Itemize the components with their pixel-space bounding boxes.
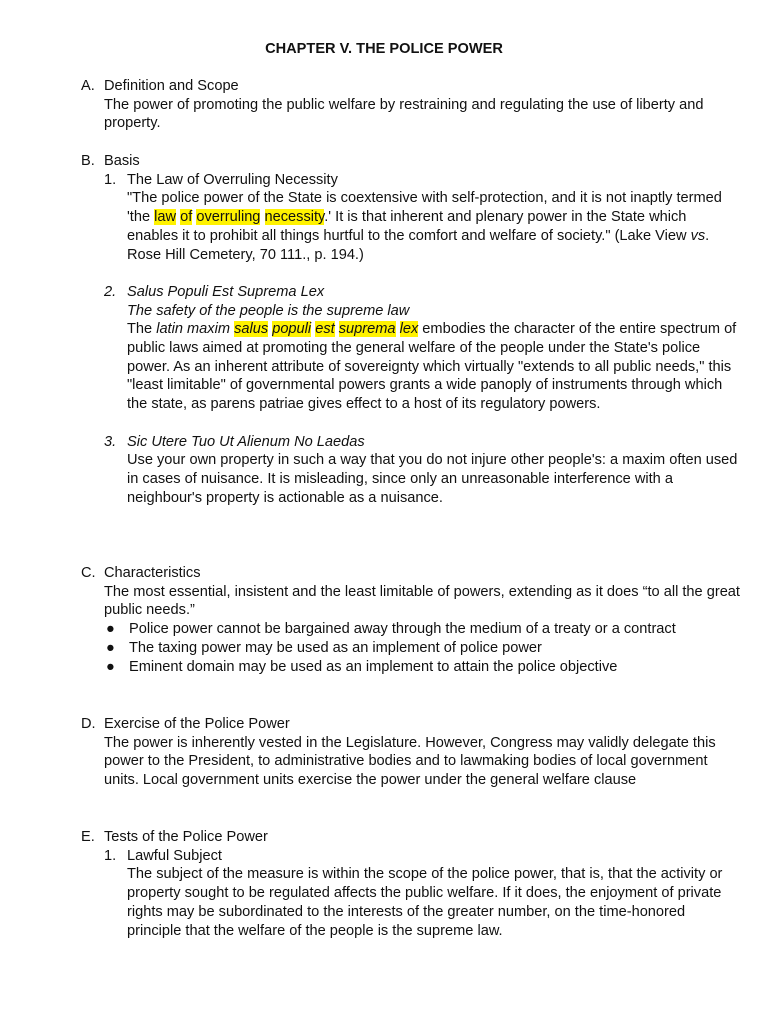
basis-item-1 (104, 171, 741, 265)
section-body: The most essential, insistent and the least limitable of powers, extending as it does “to all the great public needs.” (104, 583, 740, 619)
item-subheading: The safety of the people is the supreme law (127, 302, 410, 319)
item-body: Use your own property in such a way that you do not injure other people's: a maxim often used in cases of nuisance. It is misleading, since only an unreasonable interference with a neighbour's property is actionable as a nuisance. (127, 452, 738, 506)
list-item: ● Eminent domain may be used as an implement to attain the police objective (106, 658, 618, 675)
section-b (81, 152, 741, 507)
highlight: suprema (338, 321, 396, 338)
item-heading: Salus Populi Est Suprema Lex (127, 283, 325, 300)
list-item: ● The taxing power may be used as an implement of police power (106, 639, 542, 656)
item-body: "The police power of the State is coextensive with self-protection, and it is not inaptly termed 'the law of overruling necessity.' It is that inherent and plenary power in the State which enables it to prohibit all things hurtful to the comfort and welfare of society." (Lake View vs. Rose Hill Cemetery, 70 111., p. 194.) (127, 190, 722, 263)
item-heading: Lawful Subject (127, 847, 222, 864)
bullet-icon: ● (106, 639, 115, 656)
section-heading: Basis (104, 153, 140, 169)
section-body: The power is inherently vested in the Legislature. However, Congress may validly delegate this power to the President, to administrative bodies and to lawmaking bodies of local government units. Local government units exercise the power under the general welfare clause (104, 734, 716, 789)
bullet-icon: ● (106, 621, 115, 638)
section-letter: C. (81, 565, 96, 581)
item-body: The subject of the measure is within the scope of the police power, that is, that the activity or property sought to be regulated affects the public welfare. If it does, the enjoyment of private rights may be subordinated to the interests of the greater number, on the time-honored principle that the welfare of the people is the supreme law. (127, 866, 723, 939)
section-e (81, 828, 741, 940)
section-letter: E. (81, 829, 95, 845)
section-heading: Exercise of the Police Power (104, 716, 290, 732)
item-number: 3. (104, 433, 117, 450)
item-body: The latin maxim salus populi est suprema lex embodies the character of the entire spectrum of public laws aimed at promoting the general welfare of the people under the State's police power. As an inherent attribute of sovereignty which virtually "extends to all public needs," this "least limitable" of governmental powers grants a wide panoply of instruments through which the state, as parens patriae gives effect to a host of its regulatory powers. (127, 321, 737, 413)
section-body: The power of promoting the public welfare by restraining and regulating the use of liberty and property. (104, 96, 704, 132)
section-letter: A. (81, 78, 95, 94)
highlight: est (315, 321, 335, 338)
section-heading: Definition and Scope (104, 78, 239, 94)
highlight: law (154, 209, 177, 226)
chapter-title: CHAPTER V. THE POLICE POWER (265, 41, 503, 57)
section-heading: Tests of the Police Power (104, 829, 268, 845)
highlight: necessity (264, 209, 325, 226)
highlight: of (180, 209, 193, 226)
item-number: 1. (104, 847, 117, 864)
item-number: 2. (104, 283, 117, 300)
highlight: overruling (196, 209, 261, 226)
section-letter: D. (81, 716, 96, 732)
item-number: 1. (104, 171, 117, 188)
section-d (81, 715, 741, 790)
tests-item-1 (104, 847, 741, 941)
highlight: lex (399, 321, 419, 338)
basis-item-2 (104, 283, 741, 414)
highlight: salus (234, 321, 269, 338)
list-item: ● Police power cannot be bargained away through the medium of a treaty or a contract (106, 621, 676, 638)
section-a (81, 77, 741, 133)
item-heading: Sic Utere Tuo Ut Alienum No Laedas (127, 433, 365, 450)
bullet-icon: ● (106, 658, 115, 675)
section-letter: B. (81, 153, 95, 169)
section-c (81, 564, 741, 676)
highlight: populi (272, 321, 312, 338)
basis-item-3 (104, 433, 741, 508)
item-heading: The Law of Overruling Necessity (127, 171, 338, 188)
section-heading: Characteristics (104, 565, 201, 581)
